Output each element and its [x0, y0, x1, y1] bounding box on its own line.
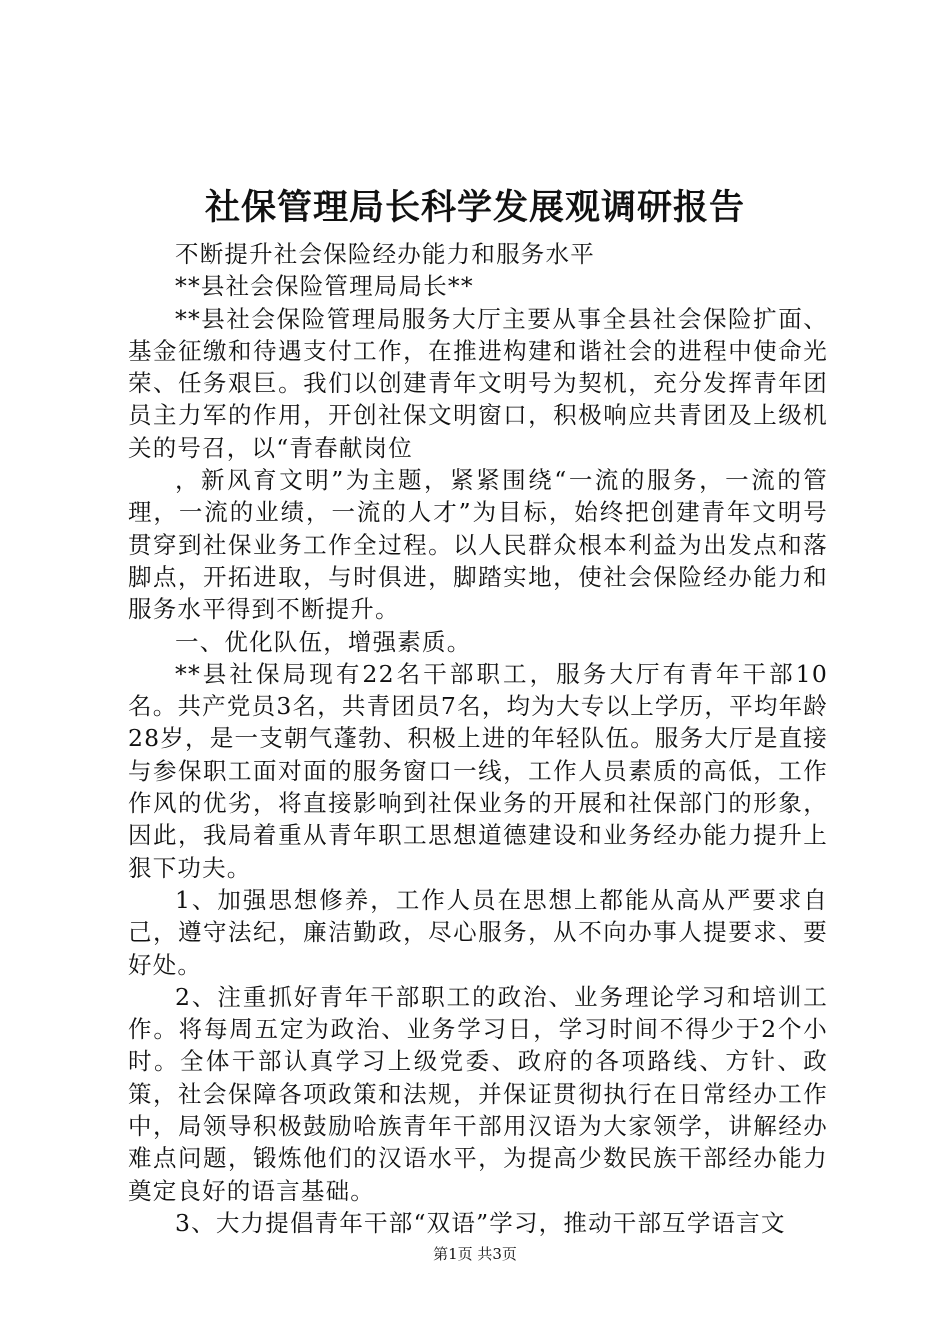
body-paragraph: **县社保局现有22名干部职工，服务大厅有青年干部10名。共产党员3名，共青团员7名，均为大专以上学历，平均年龄28岁，是一支朝气蓬勃、积极上进的年轻队伍。服务大厅是直接与参保职工面对面的服务窗口一线，工作人员素质的高低，工作作风的优劣，将直接影响到社保业务的开展和社保部门的形象，因此，我局着重从青年职工思想道德建设和业务经办能力提升上狠下功夫。	[128, 659, 828, 882]
author-paragraph: **县社会保险管理局局长**	[175, 272, 474, 301]
body-paragraph: 1、加强思想修养，工作人员在思想上都能从高从严要求自己，遵守法纪，廉洁勤政，尽心服务，从不向办事人提要求、要好处。	[128, 885, 828, 979]
body-paragraph: **县社会保险管理局服务大厅主要从事全县社会保险扩面、基金征缴和待遇支付工作，在推进构建和谐社会的进程中使命光荣、任务艰巨。我们以创建青年文明号为契机，充分发挥青年团员主力军的作用，开创社保文明窗口，积极响应共青团及上级机关的号召，以“青春献岗位	[128, 304, 828, 462]
body-paragraph: ，新风育文明”为主题，紧紧围绕“一流的服务，一流的管理，一流的业绩，一流的人才”为目标，始终把创建青年文明号贯穿到社保业务工作全过程。以人民群众根本利益为出发点和落脚点，开拓进取，与时俱进，脚踏实地，使社会保险经办能力和服务水平得到不断提升。	[128, 466, 828, 624]
document-body	[128, 238, 828, 1239]
body-paragraph: 3、大力提倡青年干部“双语”学习，推动干部互学语言文	[175, 1208, 786, 1237]
document-title: 社保管理局长科学发展观调研报告	[204, 188, 745, 228]
subtitle-paragraph: 不断提升社会保险经办能力和服务水平	[175, 240, 595, 268]
body-paragraph: 2、注重抓好青年干部职工的政治、业务理论学习和培训工作。将每周五定为政治、业务学习日，学习时间不得少于2个小时。全体干部认真学习上级党委、政府的各项路线、方针、政策，社会保障各项政策和法规，并保证贯彻执行在日常经办工作中，局领导积极鼓励哈族青年干部用汉语为大家领学，讲解经办难点问题，锻炼他们的汉语水平，为提高少数民族干部经办能力奠定良好的语言基础。	[128, 982, 828, 1205]
section-heading: 一、优化队伍，增强素质。	[175, 627, 472, 656]
page-footer: 第1页 共3页	[433, 1245, 517, 1263]
